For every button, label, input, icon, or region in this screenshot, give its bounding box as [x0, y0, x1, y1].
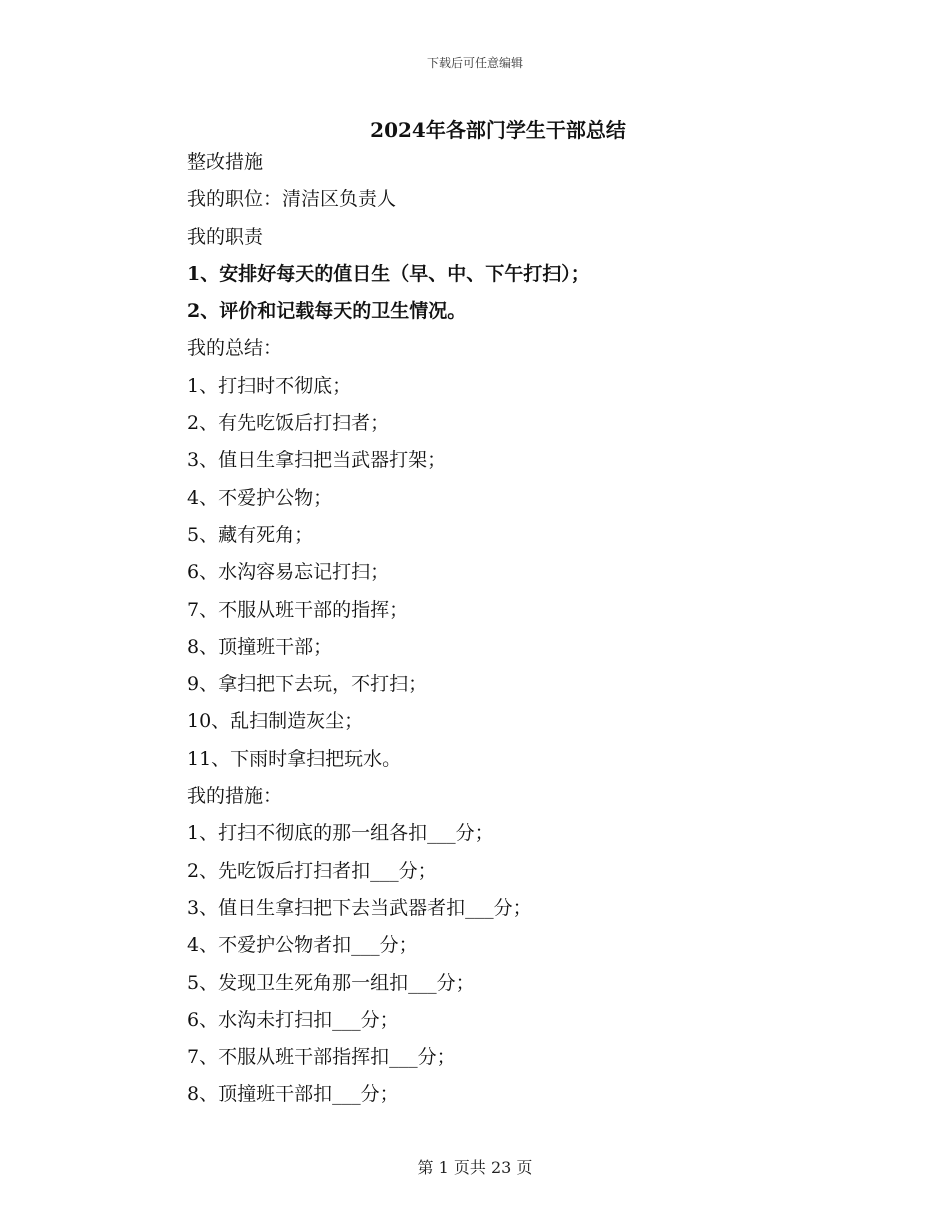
body-line: 我的总结： [187, 337, 283, 360]
body-line: 4、不爱护公物； [187, 486, 333, 509]
document-body [187, 144, 887, 1114]
body-line: 8、顶撞班干部扣___分； [187, 1083, 399, 1106]
body-line: 5、藏有死角； [187, 523, 314, 546]
body-line: 7、不服从班干部的指挥； [187, 598, 409, 621]
body-line: 2、评价和记载每天的卫生情况。 [187, 300, 467, 323]
body-line: 我的职位：清洁区负责人 [187, 188, 397, 211]
body-line: 7、不服从班干部指挥扣___分； [187, 1046, 456, 1069]
body-line: 我的措施： [187, 785, 283, 808]
page-footer: 第 1 页共 23 页 [417, 1158, 533, 1177]
body-line: 1、安排好每天的值日生（早、中、下午打扫）； [187, 262, 590, 285]
body-line: 9、拿扫把下去玩，不打扫； [187, 673, 428, 696]
page-header-note: 下载后可任意编辑 [426, 56, 523, 70]
body-line: 2、有先吃饭后打扫者； [187, 412, 390, 435]
body-line: 6、水沟未打扫扣___分； [187, 1008, 399, 1031]
body-line: 11、下雨时拿扫把玩水。 [187, 747, 402, 770]
body-line: 6、水沟容易忘记打扫； [187, 561, 390, 584]
body-line: 4、不爱护公物者扣___分； [187, 934, 418, 957]
body-line: 3、值日生拿扫把当武器打架； [187, 449, 447, 472]
body-line: 8、顶撞班干部； [187, 635, 333, 658]
document-title: 2024年各部门学生干部总结 [370, 118, 626, 142]
body-line: 3、值日生拿扫把下去当武器者扣___分； [187, 896, 532, 919]
body-line: 1、打扫时不彻底； [187, 374, 352, 397]
body-line: 1、打扫不彻底的那一组各扣___分； [187, 822, 494, 845]
body-line: 我的职责 [187, 225, 264, 248]
body-line: 10、乱扫制造灰尘； [187, 710, 364, 733]
body-line: 5、发现卫生死角那一组扣___分； [187, 971, 475, 994]
body-line: 整改措施 [187, 151, 264, 173]
body-line: 2、先吃饭后打扫者扣___分； [187, 859, 437, 882]
